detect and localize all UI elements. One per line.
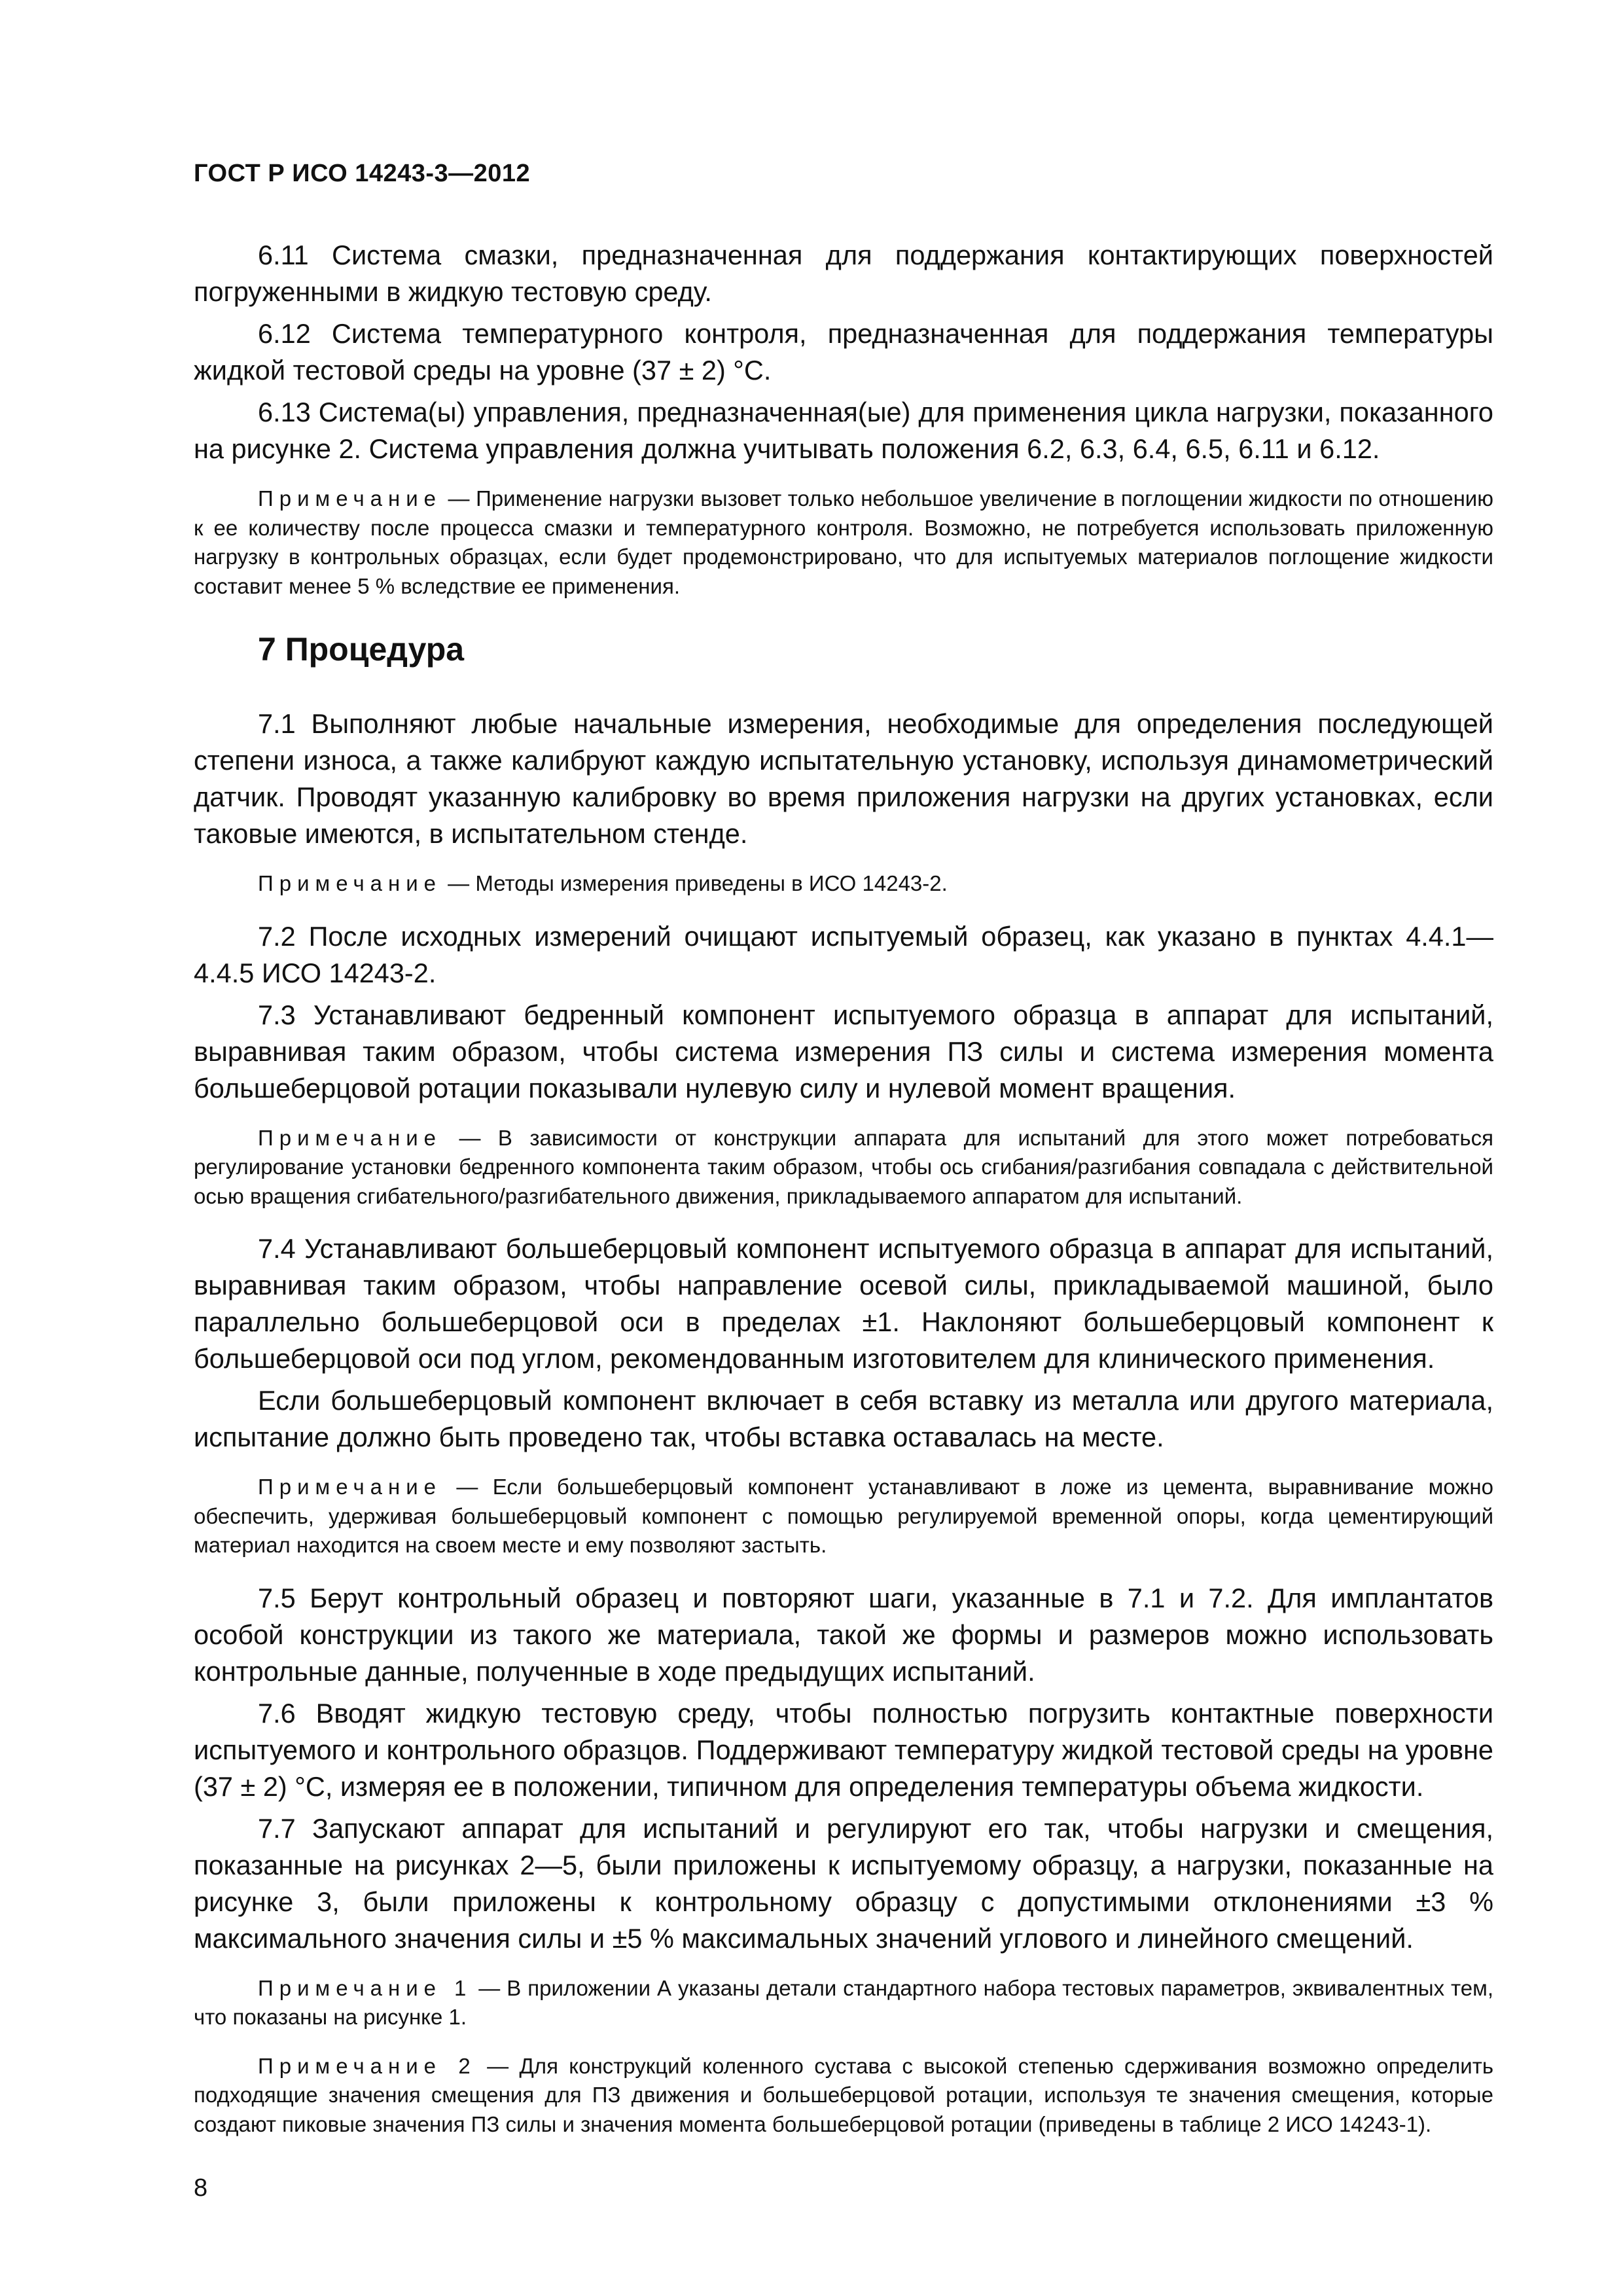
note-7-3 (194, 1124, 1493, 1211)
paragraph-6-12: 6.12 Система температурного контроля, предназначенная для поддержания температуры жидкой тестовой среды на уровне (37 ± 2) °С. (194, 318, 1493, 386)
note-label: Примечание (258, 871, 442, 895)
paragraph-7-7: 7.7 Запускают аппарат для испытаний и регулируют его так, чтобы нагрузки и смещения, показанные на рисунках 2—5, были приложены к испытуемому образцу, а нагрузки, показанные на рисунке 3, были приложены к контрольному образцу с допустимыми отклонениями ±3 % максимального значения силы и ±5 % максимальных значений углового и линейного смещений. (194, 1812, 1493, 1954)
note-7-7-1 (194, 1974, 1493, 2032)
paragraph-7-3: 7.3 Устанавливают бедренный компонент испытуемого образца в аппарат для испытаний, выравнивая таким образом, чтобы система измерения ПЗ силы и система измерения момента большеберцовой ротации показывали нулевую силу и нулевой момент вращения. (194, 999, 1493, 1103)
paragraph-6-11: 6.11 Система смазки, предназначенная для поддержания контактирующих поверхностей погруженными в жидкую тестовую среду. (194, 240, 1493, 307)
paragraph-7-5: 7.5 Берут контрольный образец и повторяют шаги, указанные в 7.1 и 7.2. Для имплантатов особой конструкции из такого же материала, такой же формы и размеров можно использовать контрольные данные, полученные в ходе предыдущих испытаний. (194, 1582, 1493, 1687)
note-label: Примечание (258, 1475, 442, 1499)
note-text: — В зависимости от конструкции аппарата для испытаний для этого может потребоваться регулирование установки бедренного компонента таким образом, чтобы ось сгибания/разгибания совпадала с действительной осью вращения сгибательного/разгибательного движения, прикладываемого аппаратом для испытаний. (194, 1125, 1493, 1208)
note-6-13 (194, 484, 1493, 601)
note-label: Примечание (258, 1125, 442, 1150)
document-body (194, 237, 1493, 2159)
note-7-4 (194, 1473, 1493, 1560)
note-label: Примечание 1 (258, 1975, 473, 2000)
document-header: ГОСТ Р ИСО 14243-3—2012 (194, 160, 531, 187)
note-text: — Методы измерения приведены в ИСО 14243-2. (442, 871, 948, 895)
paragraph-7-1: 7.1 Выполняют любые начальные измерения, необходимые для определения последующей степени износа, а также калибруют каждую испытательную установку, используя динамометрический датчик. Проводят указанную калибровку во время приложения нагрузки на других установках, если таковые имеются, в испытательном стенде. (194, 708, 1493, 849)
note-7-1 (194, 869, 1493, 899)
paragraph-7-4: 7.4 Устанавливают большеберцовый компонент испытуемого образца в аппарат для испытаний, выравнивая таким образом, чтобы направление осевой силы, прикладываемой машиной, было параллельно большеберцовой оси в пределах ±1. Наклоняют большеберцовый компонент к большеберцовой оси под углом, рекомендованным изготовителем для клинического применения. (194, 1233, 1493, 1374)
paragraph-7-2: 7.2 После исходных измерений очищают испытуемый образец, как указано в пунктах 4.4.1—4.4.5 ИСО 14243-2. (194, 920, 1493, 988)
page-number: 8 (194, 2174, 208, 2202)
paragraph-7-6: 7.6 Вводят жидкую тестовую среду, чтобы полностью погрузить контактные поверхности испытуемого и контрольного образцов. Поддерживают температуру жидкой тестовой среды на уровне (37 ± 2) °С, измеряя ее в положении, типичном для определения температуры объема жидкости. (194, 1697, 1493, 1802)
note-7-7-2 (194, 2052, 1493, 2140)
note-text: — Если большеберцовый компонент устанавливают в ложе из цемента, выравнивание можно обеспечить, удерживая большеберцовый компонент с помощью регулируемой временной опоры, когда цементирующий материал находится на своем месте и ему позволяют застыть. (194, 1475, 1493, 1557)
paragraph-6-13: 6.13 Система(ы) управления, предназначенная(ые) для применения цикла нагрузки, показанного на рисунке 2. Система управления должна учитывать положения 6.2, 6.3, 6.4, 6.5, 6.11 и 6.12. (194, 397, 1493, 464)
note-text: — Применение нагрузки вызовет только небольшое увеличение в поглощении жидкости по отношению к ее количеству после процесса смазки и температурного контроля. Возможно, не потребуется использовать приложенную нагрузку в контрольных образцах, если будет продемонстрировано, что для испытуемых материалов поглощение жидкости составит менее 5 % вследствие ее применения. (194, 486, 1493, 598)
paragraph-7-4-insert: Если большеберцовый компонент включает в себя вставку из металла или другого материала, испытание должно быть проведено так, чтобы вставка оставалась на месте. (194, 1385, 1493, 1452)
note-label: Примечание 2 (258, 2053, 476, 2078)
note-text: — В приложении А указаны детали стандартного набора тестовых параметров, эквивалентных тем, что показаны на рисунке 1. (194, 1975, 1493, 2029)
note-label: Примечание (258, 486, 442, 511)
note-text: — Для конструкций коленного сустава с высокой степенью сдерживания возможно определить подходящие значения смещения для ПЗ движения и большеберцовой ротации, используя те значения смещения, которые создают пиковые значения ПЗ силы и значения момента большеберцовой ротации (приведены в таблице 2 ИСО 14243-1). (194, 2053, 1494, 2136)
section-heading-procedure: 7 Процедура (258, 631, 465, 668)
